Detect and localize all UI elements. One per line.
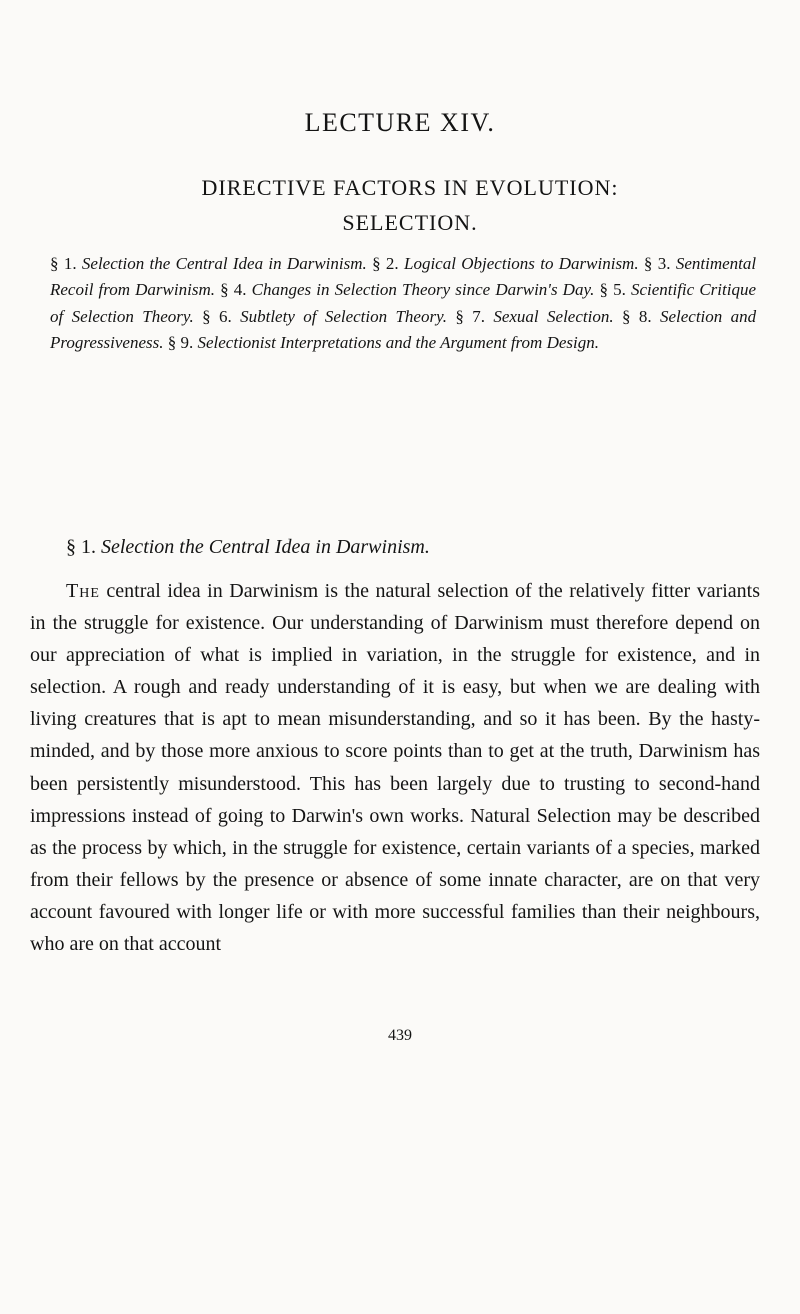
body-paragraph [30,575,760,960]
summary-item-number: § 9. [167,332,194,352]
summary-item [168,333,599,352]
section-heading [66,536,756,559]
summary-item-number: § 5. [599,280,626,300]
body-text: central idea in Darwinism is the natural selection of the relatively fitter variants in the struggle for existence. Our understanding of Darwinism must therefore depend on our appreciation of what is implied in variation, in the struggle for existence, and in selection. A rough and ready understanding of it is easy, but when we are dealing with living creatures that is apt to mean misunderstanding, and so it has been. By the hasty-minded, and by those more anxious to score points than to get at the truth, Darwinism has been persistently misunderstood. This has been largely due to trusting to second-hand impressions instead of going to Darwin's own works. Natural Selection may be described as the process by which, in the struggle for existence, certain variants of a species, marked from their fellows by the presence or absence of some innate character, are on that very account favoured with longer life or with more successful families than their neighbours, who are on that account [30,580,761,956]
page-number: 439 [388,1027,412,1044]
summary-item-topic: Sentimental Recoil from Darwinism. [50,254,757,300]
summary-item-topic: Subtlety of Selection Theory. [240,306,447,326]
section-title: Selection the Central Idea in Darwinism. [101,536,430,558]
summary-item [455,307,613,326]
summary-item [372,254,639,273]
lecture-number: LECTURE XIV. [304,108,496,137]
summary-item-number: § 1. [50,254,77,273]
chapter-title [80,170,740,240]
section-number: § 1. [66,536,96,558]
summary-item-number: § 8. [621,306,652,326]
summary-item-number: § 3. [643,254,671,273]
summary-item-number: § 7. [455,306,485,326]
summary-item [50,254,367,273]
summary-item-topic: Selectionist Interpretations and the Argument from Design. [197,332,599,352]
summary-item [220,280,594,299]
chapter-title-line-1: DIRECTIVE FACTORS IN EVOLUTION: [201,175,619,200]
chapter-summary [50,251,756,356]
first-word: The [66,580,100,602]
chapter-title-line-2: SELECTION. [342,210,478,235]
summary-item-topic: Selection and Progressiveness. [50,306,757,352]
summary-item [202,307,447,326]
summary-item-topic: Selection the Central Idea in Darwinism. [81,254,367,273]
summary-item-topic: Sexual Selection. [493,306,614,326]
summary-item-number: § 2. [372,254,399,273]
summary-item-topic: Scientific Critique of Selection Theory. [50,280,756,326]
summary-item-topic: Changes in Selection Theory since Darwin's Day. [251,280,595,300]
summary-item-topic: Logical Objections to Darwinism. [404,254,639,273]
summary-item-number: § 4. [220,280,247,300]
summary-item-number: § 6. [202,306,232,326]
